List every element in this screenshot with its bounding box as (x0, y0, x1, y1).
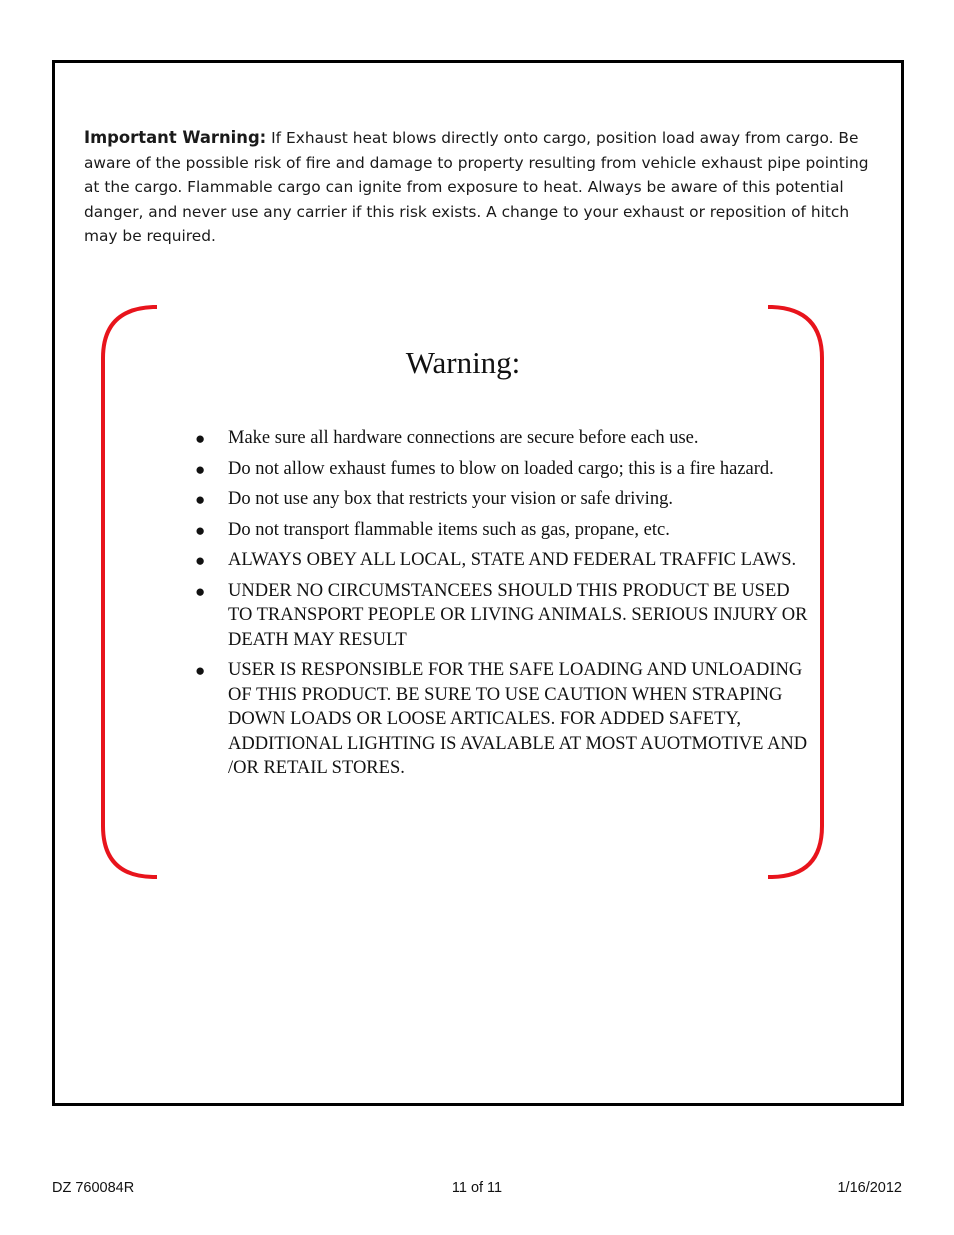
warning-list-item (192, 518, 812, 543)
bullet-icon: ● (195, 581, 206, 601)
important-warning-text: If Exhaust heat blows directly onto cargo, position load away from cargo. Be aware of the possible risk of fire and damage to property resulting from vehicle exhaust pipe pointing at the cargo. Flammable cargo can ignite from exposure to heat. Always be aware of this potential danger, and never use any carrier if this risk exists. A change to your exhaust or reposition of hitch may be required. (84, 129, 869, 245)
warning-list-item (192, 426, 812, 451)
warning-list-item-text: Do not use any box that restricts your vision or safe driving. (228, 489, 673, 509)
footer-date: 1/16/2012 (837, 1180, 902, 1196)
bullet-icon: ● (195, 429, 206, 448)
warning-list-item (192, 579, 812, 653)
warning-list-item-text: Make sure all hardware connections are secure before each use. (228, 428, 699, 448)
warning-list-item-text: Do not transport flammable items such as gas, propane, etc. (228, 519, 670, 540)
footer-doc-number: DZ 760084R (52, 1180, 135, 1196)
warning-title: Warning: (405, 345, 521, 380)
warning-list-item-text: USER IS RESPONSIBLE FOR THE SAFE LOADING AND UNLOADING OF THIS PRODUCT. BE SURE TO USE CAUTION WHEN STRAPING DOWN LOADS OR LOOSE ARTICALES. FOR ADDED SAFETY, ADDITIONAL LIGHTING IS AVALABLE AT MOST AUOTMOTIVE AND /OR RETAIL STORES. (228, 660, 808, 778)
warning-list-item-text: UNDER NO CIRCUMSTANCEES SHOULD THIS PRODUCT BE USED TO TRANSPORT PEOPLE OR LIVING ANIMALS. SERIOUS INJURY OR DEATH MAY RESULT (228, 580, 808, 650)
important-warning-paragraph (84, 126, 884, 249)
warning-list-item-text: Do not allow exhaust fumes to blow on loaded cargo; this is a fire hazard. (228, 458, 774, 479)
bullet-icon: ● (195, 551, 206, 570)
bullet-icon: ● (195, 661, 206, 680)
bullet-icon: ● (195, 520, 206, 540)
important-warning-lead: Important Warning: (84, 128, 267, 147)
bullet-icon: ● (195, 459, 206, 479)
bullet-icon: ● (195, 490, 206, 509)
footer-page-number: 11 of 11 (451, 1180, 503, 1196)
warning-list-item (192, 487, 812, 512)
warning-list-item (192, 658, 812, 781)
warning-list-item (192, 548, 812, 573)
warning-list-item (192, 457, 812, 482)
warning-list (192, 426, 812, 787)
warning-list-item-text: ALWAYS OBEY ALL LOCAL, STATE AND FEDERAL TRAFFIC LAWS. (228, 550, 797, 570)
